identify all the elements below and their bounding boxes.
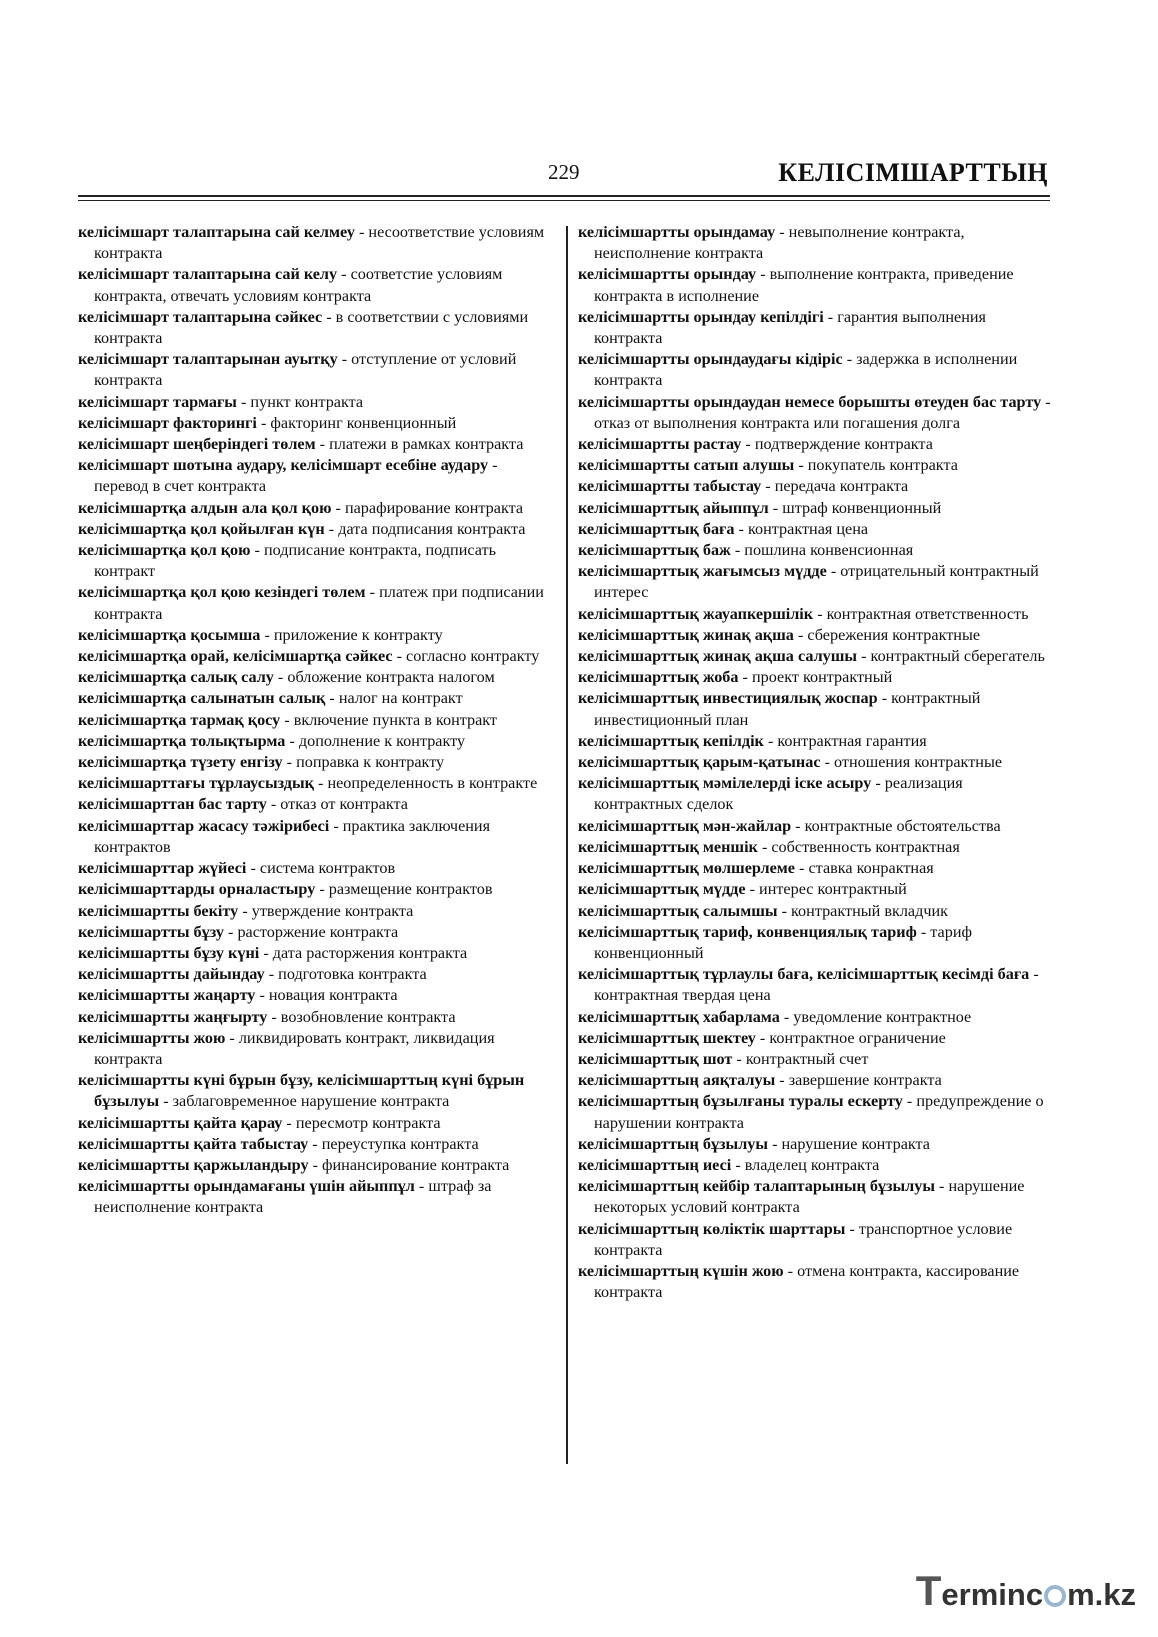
entry-term: келісімшартты жаңарту [78,986,256,1005]
entry-term: келісімшарттық шектеу [578,1028,756,1047]
column-divider [566,226,568,1464]
dictionary-entry [78,540,554,582]
entry-term: келісімшарттық мән-жайлар [578,816,792,835]
entry-definition: - дата расторжения контракта [259,943,468,962]
entry-definition: - поправка к контракту [282,753,445,772]
entry-term: келісімшартты орындамау [578,223,776,241]
entry-definition: - дата подписания контракта [324,519,526,538]
dictionary-entry [578,964,1054,1006]
dictionary-entry [78,625,554,646]
entry-definition: - передача контракта [761,477,909,496]
entry-term: келісімшартты орындаудан немесе борышты өтеуден бас тарту [578,392,1042,411]
entry-definition: - финансирование контракта [308,1155,510,1174]
dictionary-entry [578,837,1054,858]
entry-term: келісімшартты бекіту [78,901,239,920]
dictionary-entry [578,858,1054,879]
dictionary-entry [78,349,554,391]
entry-term: келісімшарттық кепілдік [578,731,764,750]
entry-definition: - перевод в счет контракта [94,456,498,496]
entry-term: келісімшартқа қосымша [78,625,261,644]
entry-term: келісімшартқа қол қою [78,541,251,560]
dictionary-entry [78,879,554,900]
dictionary-entry [78,688,554,709]
entry-definition: - практика заключения контрактов [94,816,491,856]
dictionary-entry [78,901,554,922]
entry-definition: - штраф конвенционный [768,498,942,517]
entry-definition: - пункт контракта [236,392,364,411]
entry-term: келісімшарттың бұзылуы [578,1134,769,1153]
dictionary-entry [578,540,1054,561]
entry-definition: - отрицательный контрактный интерес [594,562,1039,602]
entry-term: келісімшарттық тариф, конвенциялық тариф [578,922,917,941]
entry-definition: - платеж при подписании контракта [94,583,544,623]
watermark-text: erminc [941,1577,1044,1612]
entry-definition: - нарушение контракта [768,1134,930,1153]
entry-term: келісімшартты қайта табыстау [78,1134,309,1153]
dictionary-entry [78,752,554,773]
entry-term: келісімшарттық мүдде [578,880,746,899]
dictionary-entry [78,498,554,519]
entry-definition: - контрактный сберегатель [857,647,1045,666]
entry-term: келісімшартты бұзу күні [78,943,260,962]
entry-definition: - нарушение некоторых условий контракта [594,1177,1025,1217]
dictionary-entry [578,667,1054,688]
entry-definition: - интерес контрактный [745,880,907,899]
entry-definition: - отступление от условий контракта [94,350,517,390]
entry-definition: - выполнение контракта, приведение контракта в исполнение [594,265,1014,305]
dictionary-entry [78,1070,554,1112]
entry-term: келісімшартқа қол қою кезіндегі төлем [78,583,366,602]
entry-definition: - пошлина конвенсионная [730,541,914,560]
entry-definition: - отношения контрактные [820,753,1003,772]
running-head: КЕЛІСІМШАРТТЫҢ [778,158,1048,187]
entry-term: келісімшарттағы тұрлаусыздық [78,774,314,793]
entry-term: келісімшарттық жоба [578,668,739,687]
dictionary-entry [578,1049,1054,1070]
entry-term: келісімшартты орындау кепілдігі [578,307,824,326]
page-number: 229 [548,160,580,184]
entry-definition: - отказ от выполнения контракта или погашения долга [594,392,1051,432]
dictionary-entry [578,1155,1054,1176]
entry-term: келісімшартқа толықтырма [78,731,286,750]
entry-definition: - система контрактов [246,859,396,878]
entry-definition: - приложение к контракту [260,625,443,644]
entry-definition: - включение пункта в контракт [280,710,498,729]
entry-term: келісімшарт шотына аудару, келісімшарт есебіне аудару [78,456,489,475]
entry-term: келісімшарттық мөлшерлеме [578,859,795,878]
entry-term: келісімшарт талаптарына сәйкес [78,307,323,326]
entry-term: келісімшартты қаржыландыру [78,1155,309,1174]
entry-term: келісімшарттық шот [578,1049,733,1068]
dictionary-entry [578,816,1054,837]
dictionary-entry [78,1155,554,1176]
entry-term: келісімшарттық жинақ ақша [578,625,794,644]
entry-definition: - контрактный вкладчик [777,901,949,920]
entry-term: келісімшарттар жасасу тәжірибесі [78,816,330,835]
entry-term: келісімшартқа салынатын салық [78,689,326,708]
dictionary-entry [78,434,554,455]
entry-term: келісімшартқа орай, келісімшартқа сәйкес [78,647,393,666]
entry-term: келісімшартты күні бұрын бұзу, келісімшарттың күні бұрын бұзылуы [78,1071,525,1111]
entry-definition: - гарантия выполнения контракта [594,307,986,348]
entry-definition: - подтверждение контракта [741,435,933,454]
entry-definition: - расторжение контракта [223,922,399,941]
dictionary-entry [578,434,1054,455]
dictionary-entry [78,1134,554,1155]
dictionary-entry [78,816,554,858]
dictionary-entry [78,1113,554,1134]
entry-term: келісімшартты бұзу [78,922,224,941]
entry-term: келісімшарт факторингі [78,413,257,432]
entry-term: келісімшартқа алдын ала қол қою [78,498,332,517]
entry-definition: - контрактная твердая цена [594,965,1039,1005]
entry-definition: - контрактный инвестиционный план [594,689,981,729]
entry-term: келісімшарттық жағымсыз мүдде [578,562,827,581]
entry-definition: - невыполнение контракта, неисполнение контракта [594,223,965,263]
entry-definition: - контрактная ответственность [813,604,1029,623]
dictionary-entry [578,1176,1054,1218]
entry-definition: - тариф конвенционный [594,922,972,962]
entry-term: келісімшартты қайта қарау [78,1113,283,1132]
dictionary-entry [578,1028,1054,1049]
entry-definition: - неопределенность в контракте [313,774,538,793]
dictionary-entry [578,688,1054,730]
entry-term: келісімшартты жаңғырту [78,1007,268,1026]
entry-definition: - утверждение контракта [238,901,414,920]
dictionary-entry [578,1091,1054,1133]
entry-term: келісімшарттарды орналастыру [78,880,316,899]
entry-definition: - парафирование контракта [331,498,524,517]
site-watermark [916,1567,1136,1615]
dictionary-entry [578,625,1054,646]
dictionary-entry [78,455,554,497]
dictionary-entry [578,752,1054,773]
entry-definition: - в соответствии с условиями контракта [94,307,529,348]
entry-term: келісімшартты дайындау [78,965,265,984]
entry-term: келісімшарттық меншік [578,837,758,856]
entry-definition: - штраф за неисполнение контракта [94,1177,492,1217]
page-header [0,0,1158,210]
entry-definition: - соответстие условиям контракта, отвечать условиям контракта [94,265,503,305]
left-column [78,222,554,1219]
entry-definition: - собственность контрактная [757,837,960,856]
entry-term: келісімшартқа салық салу [78,668,274,687]
entry-term: келісімшарттық мәмілелерді іске асыру [578,774,872,793]
entry-definition: - переуступка контракта [308,1134,479,1153]
entry-definition: - факторинг конвенционный [256,413,457,432]
dictionary-entry [578,1070,1054,1091]
dictionary-entry [78,710,554,731]
entry-definition: - возобновление контракта [267,1007,456,1026]
dictionary-entry [578,922,1054,964]
entry-definition: - контрактное ограничение [755,1028,946,1047]
entry-term: келісімшартты орындаудағы кідіріс [578,350,843,369]
entry-definition: - контрактная гарантия [763,731,927,750]
dictionary-entry [578,476,1054,497]
entry-term: келісімшарттың бұзылғаны туралы ескерту [578,1092,903,1111]
entry-term: келісімшарттық қарым-қатынас [578,753,821,772]
entry-term: келісімшарттық жинақ ақша салушы [578,647,858,666]
entry-term: келісімшарттың кейбір талаптарының бұзылуы [578,1177,935,1196]
dictionary-entry [78,222,554,264]
entry-term: келісімшартқа тармақ қосу [78,710,281,729]
entry-definition: - размещение контрактов [315,880,493,899]
entry-definition: - реализация контрактных сделок [594,774,963,814]
entry-term: келісімшарттық инвестициялық жоспар [578,689,878,708]
entry-term: келісімшарттық тұрлаулы баға, келісімшарттық кесімді баға [578,965,1030,984]
dictionary-entry [78,943,554,964]
entry-term: келісімшарттық баж [578,541,731,560]
entry-term: келісімшарт шеңберіндегі төлем [78,435,316,454]
entry-term: келісімшарт талаптарынан ауытқу [78,350,338,369]
entry-definition: - платежи в рамках контракта [315,435,524,454]
entry-term: келісімшарттық хабарлама [578,1007,780,1026]
entry-definition: - контрактный счет [732,1049,869,1068]
dictionary-entry [78,392,554,413]
dictionary-entry [78,519,554,540]
entry-term: келісімшартты жою [78,1028,226,1047]
entry-term: келісімшартты сатып алушы [578,456,795,475]
entry-term: келісімшарттық жауапкершілік [578,604,814,623]
dictionary-entry [78,731,554,752]
dictionary-entry [78,582,554,624]
entry-term: келісімшартты орындау [578,265,757,284]
right-column [578,222,1054,1303]
dictionary-entry [578,392,1054,434]
dictionary-entry [78,964,554,985]
dictionary-entry [78,922,554,943]
entry-term: келісімшарттың иесі [578,1155,732,1174]
entry-definition: - отказ от контракта [266,795,408,814]
entry-term: келісімшарттың аяқталуы [578,1071,776,1090]
dictionary-entry [578,349,1054,391]
dictionary-entry [78,264,554,306]
entry-definition: - новация контракта [255,986,398,1005]
globe-icon [1044,1585,1066,1607]
entry-term: келісімшарттың көліктік шарттары [578,1219,846,1238]
dictionary-entry [578,646,1054,667]
dictionary-entry [578,455,1054,476]
entry-definition: - подписание контракта, подписать контракт [94,541,496,581]
dictionary-entry [578,1219,1054,1261]
entry-definition: - проект контрактный [738,668,893,687]
entry-definition: - контрактные обстоятельства [791,816,1001,835]
dictionary-entry [78,413,554,434]
entry-term: келісімшарттық баға [578,519,735,538]
entry-definition: - согласно контракту [392,647,540,666]
entry-definition: - подготовка контракта [264,965,427,984]
entry-term: келісімшарт тармағы [78,392,237,411]
entry-term: келісімшарт талаптарына сай келу [78,265,338,284]
entry-definition: - дополнение к контракту [285,731,466,750]
dictionary-entry [78,773,554,794]
entry-term: келісімшарттық айыппұл [578,498,769,517]
dictionary-entry [578,519,1054,540]
header-rule [78,195,1050,197]
entry-term: келісімшарттық салымшы [578,901,778,920]
entry-definition: - пересмотр контракта [282,1113,441,1132]
dictionary-entry [78,858,554,879]
entry-term: келісімшартты орындамағаны үшін айыппұл [78,1177,415,1196]
entry-definition: - заблаговременное нарушение контракта [159,1092,450,1111]
watermark-letter: T [915,1567,942,1614]
entry-term: келісімшарттың күшін жою [578,1261,784,1280]
entry-definition: - задержка в исполнении контракта [594,350,1018,390]
entry-definition: - ставка конрактная [795,859,934,878]
header-rule-thin [78,200,1050,201]
dictionary-entry [578,1261,1054,1303]
dictionary-entry [78,1007,554,1028]
entry-definition: - несоответствие условиям контракта [94,223,545,263]
entry-term: келісімшарттар жүйесі [78,859,247,878]
entry-definition: - уведомление контрактное [779,1007,972,1026]
dictionary-entry [78,1176,554,1218]
entry-definition: - предупреждение о нарушении контракта [594,1092,1044,1132]
entry-term: келісімшартты табыстау [578,477,762,496]
dictionary-entry [578,561,1054,603]
dictionary-entry [578,307,1054,349]
entry-definition: - транспортное условие контракта [594,1219,1013,1259]
entry-definition: - отмена контракта, кассирование контракта [594,1261,1020,1302]
dictionary-entry [78,794,554,815]
dictionary-entry [78,985,554,1006]
dictionary-entry [578,1007,1054,1028]
entry-definition: - ликвидировать контракт, ликвидация контракта [94,1028,495,1068]
entry-term: келісімшартқа түзету енгізу [78,753,283,772]
entry-definition: - налог на контракт [325,689,463,708]
dictionary-entry [78,307,554,349]
dictionary-entry [578,604,1054,625]
dictionary-columns [78,222,1050,1472]
dictionary-entry [78,646,554,667]
dictionary-entry [578,773,1054,815]
dictionary-entry [78,1028,554,1070]
watermark-domain: m.kz [1067,1577,1136,1612]
entry-definition: - сбережения контрактные [793,625,981,644]
dictionary-entry [578,731,1054,752]
entry-definition: - завершение контракта [775,1071,942,1090]
dictionary-entry [578,879,1054,900]
dictionary-entry [78,667,554,688]
entry-definition: - владелец контракта [731,1155,880,1174]
dictionary-entry [578,1134,1054,1155]
entry-term: келісімшарттан бас тарту [78,795,267,814]
entry-term: келісімшартты растау [578,435,742,454]
dictionary-entry [578,264,1054,306]
entry-definition: - обложение контракта налогом [273,668,495,687]
dictionary-entry [578,222,1054,264]
dictionary-entry [578,498,1054,519]
entry-term: келісімшарт талаптарына сай келмеу [78,223,355,241]
dictionary-entry [578,901,1054,922]
entry-definition: - контрактная цена [734,519,869,538]
entry-definition: - покупатель контракта [794,456,958,475]
entry-term: келісімшартқа қол қойылған күн [78,519,325,538]
